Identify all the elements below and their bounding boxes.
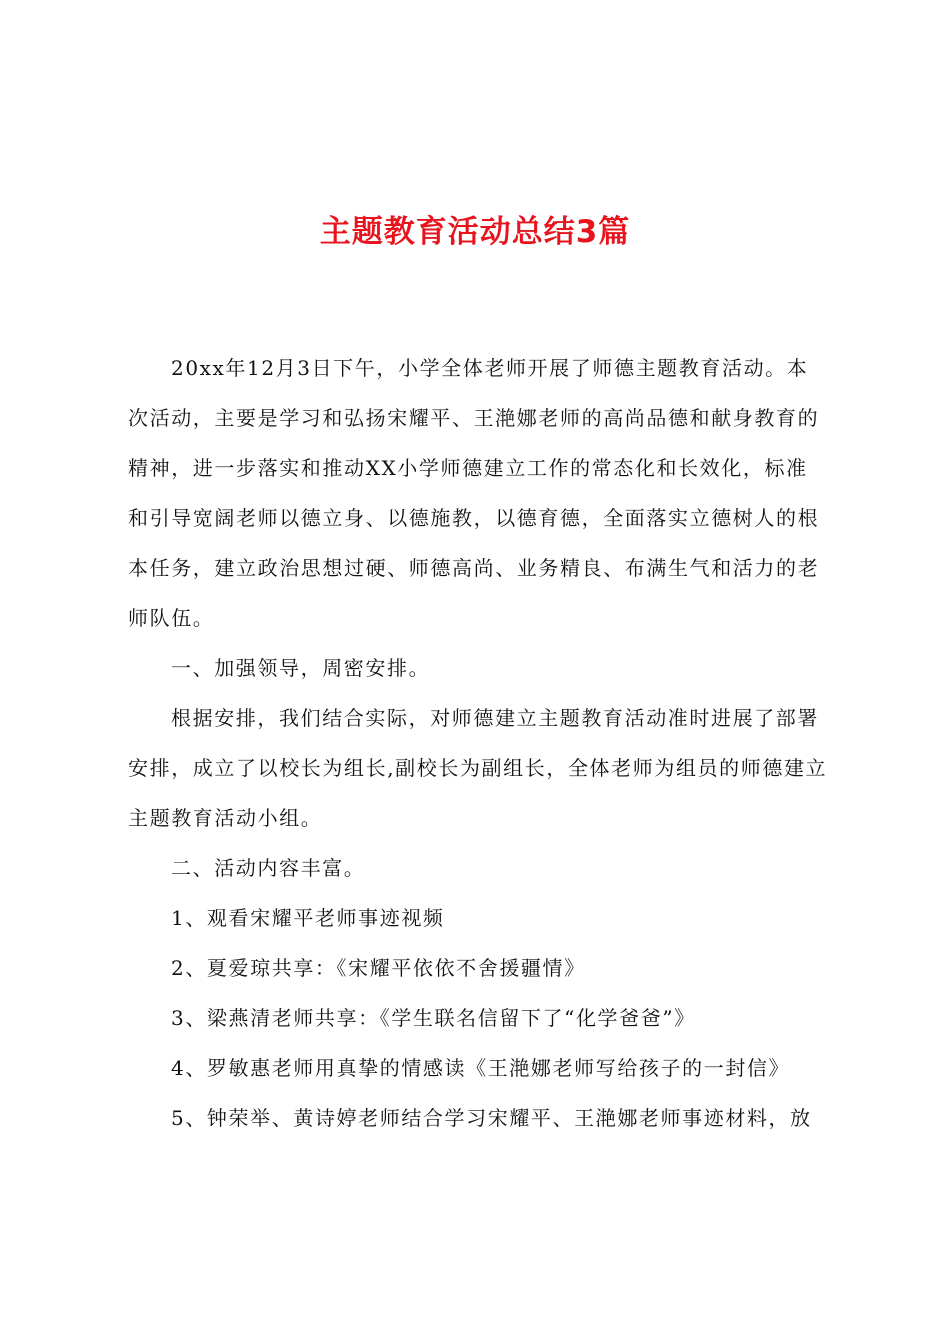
list-item: 1、观看宋耀平老师事迹视频 (171, 906, 445, 930)
paragraph-arrangement: 根据安排，我们结合实际，对师德建立主题教育活动准时进展了部署安排，成立了以校长为组长,副校长为副组长，全体老师为组员的师德建立主题教育活动小组。 (128, 706, 828, 830)
heading-section-2: 二、活动内容丰富。 (171, 856, 366, 880)
list-item: 3、梁燕清老师共享：《学生联名信留下了“化学爸爸”》 (171, 1006, 696, 1030)
document-title: 主题教育活动总结3篇 (319, 214, 631, 250)
heading-section-1: 一、加强领导，周密安排。 (171, 656, 431, 680)
list-item: 5、钟荣举、黄诗婷老师结合学习宋耀平、王滟娜老师事迹材料，放 (171, 1106, 812, 1130)
list-item: 4、罗敏惠老师用真挚的情感读《王滟娜老师写给孩子的一封信》 (171, 1056, 791, 1080)
list-item: 2、夏爱琼共享：《宋耀平依依不舍援疆情》 (171, 956, 586, 980)
document-body (128, 343, 828, 1143)
paragraph-intro: 20xx年12月3日下午，小学全体老师开展了师德主题教育活动。本次活动，主要是学习和弘扬宋耀平、王滟娜老师的高尚品德和献身教育的精神，进一步落实和推动XX小学师德建立工作的常态化和长效化，标准和引导宽阔老师以德立身、以德施教，以德育德，全面落实立德树人的根本任务，建立政治思想过硬、师德高尚、业务精良、布满生气和活力的老师队伍。 (128, 356, 820, 630)
